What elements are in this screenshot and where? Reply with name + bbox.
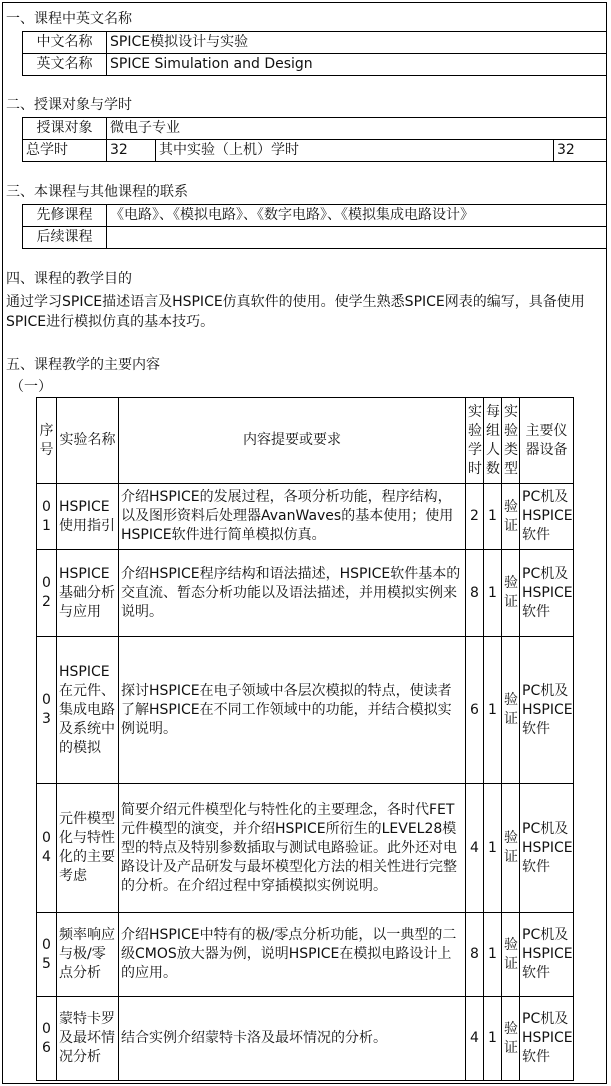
header-equip: 主要仪器设备 [520,398,574,484]
table-row [37,550,574,637]
section-1-title: 一、课程中英文名称 [6,11,132,27]
prereq-value: 《电路》、《模拟电路》、《数字电路》、《模拟集成电路设计》 [107,205,607,227]
subsection-label: （一） [10,379,52,395]
section-4-title: 四、课程的教学目的 [6,271,132,287]
hours-label: 总学时 [23,140,107,162]
cn-name-label: 中文名称 [23,32,107,54]
followup-row [23,227,607,249]
row-equip: PC机及HSPICE软件 [520,550,574,637]
header-no: 序号 [37,398,57,484]
row-type: 验证 [502,784,520,913]
relations-table [22,204,607,249]
row-hours: 6 [466,637,484,784]
target-value: 微电子专业 [107,118,607,140]
row-group: 1 [484,784,502,913]
row-type: 验证 [502,550,520,637]
row-no: 03 [37,637,57,784]
row-name: HSPICE使用指引 [57,484,119,550]
row-name: 频率响应与极/零点分析 [57,913,119,997]
row-desc: 介绍HSPICE中特有的极/零点分析功能，以一典型的二级CMOS放大器为例，说明HSPICE在模拟电路设计上的应用。 [119,913,466,997]
header-hours: 实验学时 [466,398,484,484]
header-group: 每组人数 [484,398,502,484]
en-name-value: SPICE Simulation and Design [107,54,607,76]
row-no: 01 [37,484,57,550]
row-equip: PC机及HSPICE软件 [520,997,574,1081]
row-hours: 2 [466,484,484,550]
table-row [37,997,574,1081]
row-type: 验证 [502,913,520,997]
row-hours: 4 [466,784,484,913]
audience-table [22,117,607,162]
en-name-label: 英文名称 [23,54,107,76]
row-group: 1 [484,484,502,550]
row-name: 元件模型化与特性化的主要考虑 [57,784,119,913]
header-name: 实验名称 [57,398,119,484]
lab-hours-value: 32 [554,140,607,162]
row-type: 验证 [502,484,520,550]
table-row [37,913,574,997]
row-type: 验证 [502,637,520,784]
row-hours: 4 [466,997,484,1081]
table-row [37,637,574,784]
table-row [37,784,574,913]
prereq-label: 先修课程 [23,205,107,227]
row-no: 02 [37,550,57,637]
row-name: HSPICE在元件、集成电路及系统中的模拟 [57,637,119,784]
header-desc: 内容提要或要求 [119,398,466,484]
row-equip: PC机及HSPICE软件 [520,913,574,997]
target-row [23,118,607,140]
row-equip: PC机及HSPICE软件 [520,637,574,784]
cn-name-row [23,32,607,54]
row-no: 04 [37,784,57,913]
section-3-title: 三、本课程与其他课程的联系 [6,184,188,200]
purpose-text: 通过学习SPICE描述语言及HSPICE仿真软件的使用。使学生熟悉SPICE网表的编写，具备使用SPICE进行模拟仿真的基本技巧。 [6,294,585,330]
row-group: 1 [484,550,502,637]
row-desc: 简要介绍元件模型化与特性化的主要理念，各时代FET元件模型的演变，并介绍HSPICE所衍生的LEVEL28模型的特点及特别参数插取与测试电路验证。此外还对电路设计及产品研发与最坏模型化方法的相关性进行完整的分析。在介绍过程中穿插模拟实例说明。 [119,784,466,913]
prereq-row [23,205,607,227]
table-row [37,484,574,550]
row-desc: 介绍HSPICE程序结构和语法描述，HSPICE软件基本的交直流、暂态分析功能以及语法描述，并用模拟实例来说明。 [119,550,466,637]
row-group: 1 [484,997,502,1081]
target-label: 授课对象 [23,118,107,140]
row-desc: 介绍HSPICE的发展过程，各项分析功能，程序结构，以及图形资料后处理器AvanWaves的基本使用；使用HSPICE软件进行简单模拟仿真。 [119,484,466,550]
section-5-title: 五、课程教学的主要内容 [6,357,160,373]
experiments-table [36,397,574,1081]
hours-value: 32 [107,140,156,162]
names-table [22,31,607,76]
header-type: 实验类型 [502,398,520,484]
row-name: 蒙特卡罗及最坏情况分析 [57,997,119,1081]
en-name-row [23,54,607,76]
row-desc: 探讨HSPICE在电子领域中各层次模拟的特点，使读者了解HSPICE在不同工作领域中的功能，并结合模拟实例说明。 [119,637,466,784]
row-type: 验证 [502,997,520,1081]
hours-row [23,140,607,162]
row-equip: PC机及HSPICE软件 [520,484,574,550]
table-header-row [37,398,574,484]
row-name: HSPICE基础分析与应用 [57,550,119,637]
cn-name-value: SPICE模拟设计与实验 [107,32,607,54]
row-hours: 8 [466,913,484,997]
row-desc: 结合实例介绍蒙特卡洛及最坏情况的分析。 [119,997,466,1081]
followup-value [107,227,607,249]
row-hours: 8 [466,550,484,637]
lab-hours-label: 其中实验（上机）学时 [156,140,554,162]
followup-label: 后续课程 [23,227,107,249]
row-equip: PC机及HSPICE软件 [520,784,574,913]
row-no: 06 [37,997,57,1081]
row-group: 1 [484,913,502,997]
section-2-title: 二、授课对象与学时 [6,97,132,113]
row-group: 1 [484,637,502,784]
row-no: 05 [37,913,57,997]
